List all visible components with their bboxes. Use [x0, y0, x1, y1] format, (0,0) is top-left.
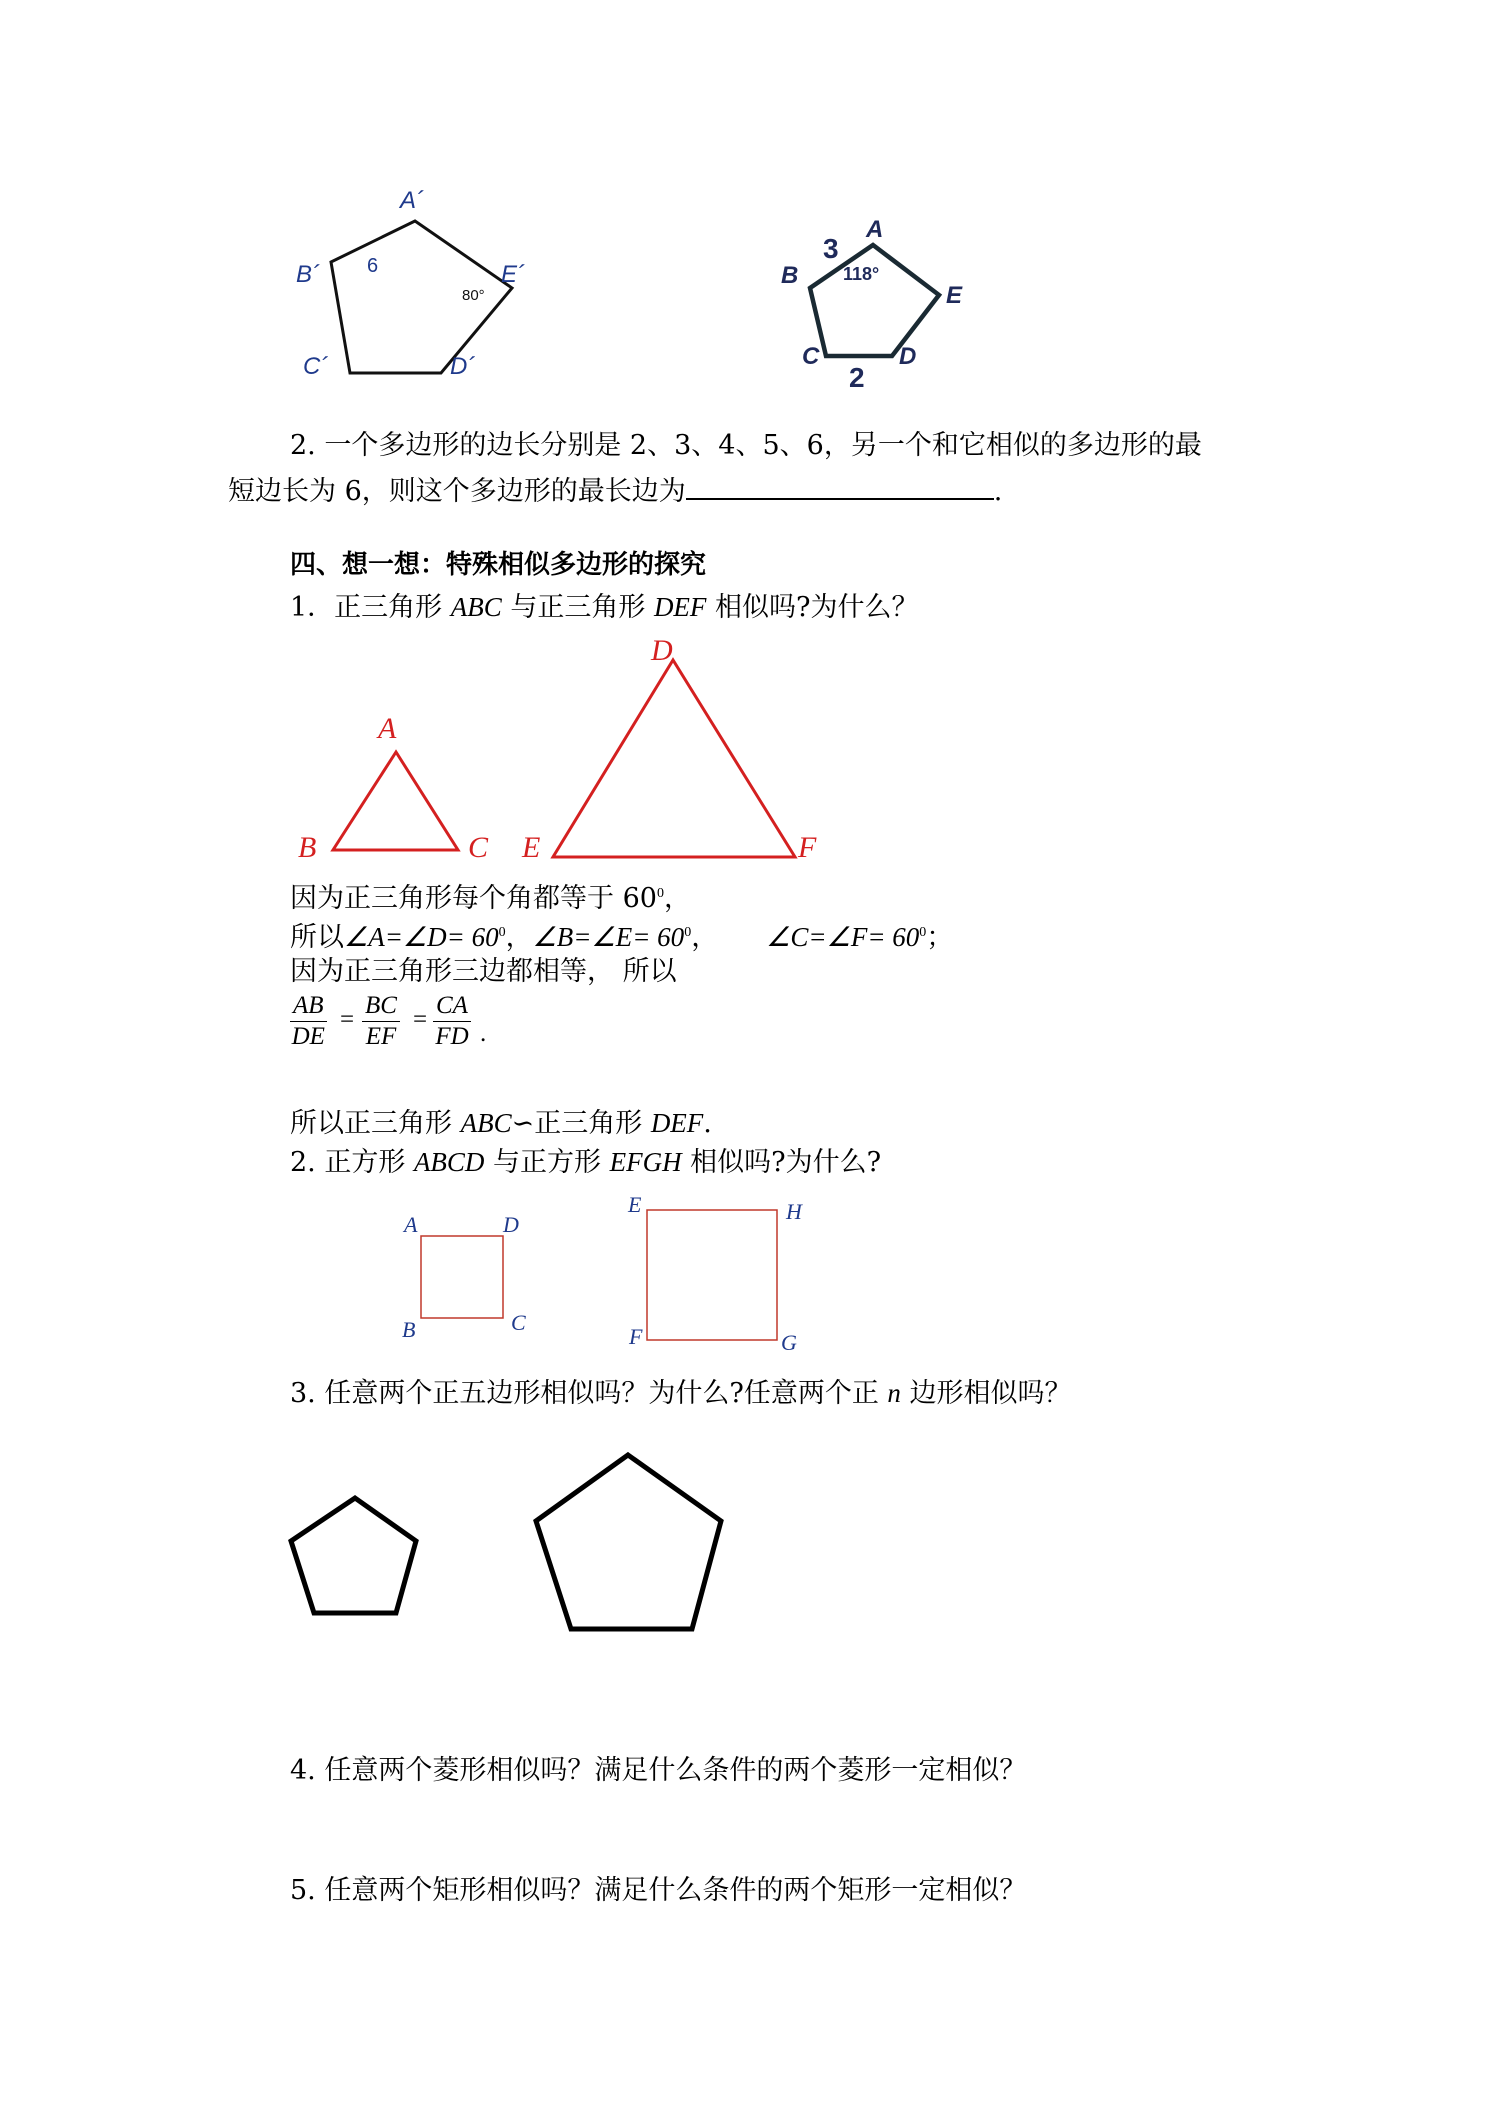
conclusion-b: 正三角形 — [534, 1108, 651, 1139]
label-B-prime: B´ — [296, 261, 320, 288]
side-label-6: 6 — [367, 255, 379, 277]
pent-end: 边形相似吗？ — [900, 1378, 1072, 1409]
equals-2: = — [413, 1006, 428, 1033]
regular-pentagon-large — [536, 1455, 721, 1629]
label-D-prime: D´ — [450, 353, 476, 380]
sq-abcd: ABCD — [413, 1147, 485, 1177]
frac2-denominator: EF — [365, 1023, 397, 1050]
proof-l2-sup-c: 0 — [919, 925, 927, 940]
proof-l2-c: ∠C=∠F= 60 — [766, 922, 920, 952]
label-sq-B: B — [402, 1317, 416, 1342]
sq-num: 2. 正方形 — [290, 1147, 414, 1178]
frac2-numerator: BC — [362, 991, 400, 1022]
frac3-numerator: CA — [433, 991, 471, 1022]
label-D: D — [899, 343, 917, 370]
label-sq-D: D — [503, 1212, 519, 1237]
q2-line2-text: 短边长为 6，则这个多边形的最长边为 — [228, 476, 686, 507]
proof-l2-sup-b: 0 — [684, 925, 692, 940]
label-tri-B: B — [298, 831, 317, 864]
pent-text: 3. 任意两个正五边形相似吗？为什么?任意两个正 — [290, 1378, 888, 1409]
label-B: B — [781, 262, 799, 289]
side-label-3: 3 — [823, 233, 839, 264]
proof-l2-end: ； — [926, 922, 954, 953]
proof-l2-prefix: 所以 — [290, 922, 344, 953]
q2-end: . — [993, 476, 1003, 507]
sq-efgh: EFGH — [609, 1147, 682, 1177]
label-tri-C: C — [468, 831, 489, 864]
pent-n: n — [887, 1378, 901, 1408]
proof-line3: 因为正三角形三边都相等， 所以 — [290, 956, 677, 987]
label-C-prime: C´ — [303, 353, 329, 380]
fraction-period: . — [480, 1020, 487, 1047]
q-rectangle: 5. 任意两个矩形相似吗？满足什么条件的两个矩形一定相似？ — [290, 1875, 1027, 1906]
label-A: A — [866, 216, 884, 243]
q1-num: 1．正三角形 — [290, 592, 451, 623]
conclusion-end: . — [703, 1108, 712, 1139]
similar-symbol: ∽ — [511, 1108, 535, 1139]
proof-l1-sup: 0 — [656, 886, 664, 901]
label-A-prime: A´ — [400, 187, 424, 214]
conclusion-def: DEF — [650, 1108, 704, 1138]
label-sq-F: F — [629, 1324, 643, 1349]
q-rhombus: 4. 任意两个菱形相似吗？满足什么条件的两个菱形一定相似？ — [290, 1755, 1027, 1786]
sq-mid: 与正方形 — [484, 1147, 610, 1178]
label-sq-H: H — [786, 1199, 802, 1224]
q1-def: DEF — [653, 592, 707, 622]
label-sq-A: A — [404, 1212, 418, 1237]
angle-label-80: 80° — [462, 287, 485, 304]
proof-l1-end: ， — [663, 883, 691, 914]
equals-1: = — [340, 1006, 355, 1033]
frac3-denominator: FD — [435, 1023, 469, 1050]
label-sq-E: E — [628, 1192, 642, 1217]
proof-l1-text: 因为正三角形每个角都等于 60 — [290, 883, 657, 914]
conclusion-abc: ABC — [460, 1108, 512, 1138]
proof-l2-sep2: ， — [691, 922, 719, 953]
proof-l2-sep1: ， — [505, 922, 533, 953]
label-tri-E: E — [522, 831, 541, 864]
label-C: C — [802, 343, 820, 370]
proof-l2-b: ∠B=∠E= 60 — [532, 922, 685, 952]
label-tri-F: F — [798, 831, 817, 864]
side-label-2: 2 — [849, 362, 865, 393]
frac1-denominator: DE — [291, 1023, 325, 1050]
section-heading: 四、想一想：特殊相似多边形的探究 — [290, 550, 707, 580]
q1-abc: ABC — [450, 592, 502, 622]
label-sq-C: C — [511, 1310, 526, 1335]
q1-mid: 与正三角形 — [501, 592, 654, 623]
conclusion-a: 所以正三角形 — [290, 1108, 461, 1139]
proof-l2-a: ∠A=∠D= 60 — [344, 922, 499, 952]
label-sq-G: G — [781, 1330, 797, 1355]
label-E-prime: E´ — [501, 261, 525, 288]
q2-line1: 2. 一个多边形的边长分别是 2、3、4、5、6，另一个和它相似的多边形的最 — [290, 430, 1202, 461]
q1-end: 相似吗?为什么？ — [706, 592, 919, 623]
sq-end: 相似吗?为什么? — [681, 1147, 882, 1178]
label-tri-D: D — [651, 634, 673, 667]
label-E: E — [946, 282, 963, 309]
frac1-numerator: AB — [290, 991, 327, 1022]
regular-pentagon-small — [291, 1498, 416, 1613]
proof-l2-sup-a: 0 — [498, 925, 506, 940]
angle-label-118: 118° — [843, 264, 880, 284]
label-tri-A: A — [378, 712, 397, 745]
